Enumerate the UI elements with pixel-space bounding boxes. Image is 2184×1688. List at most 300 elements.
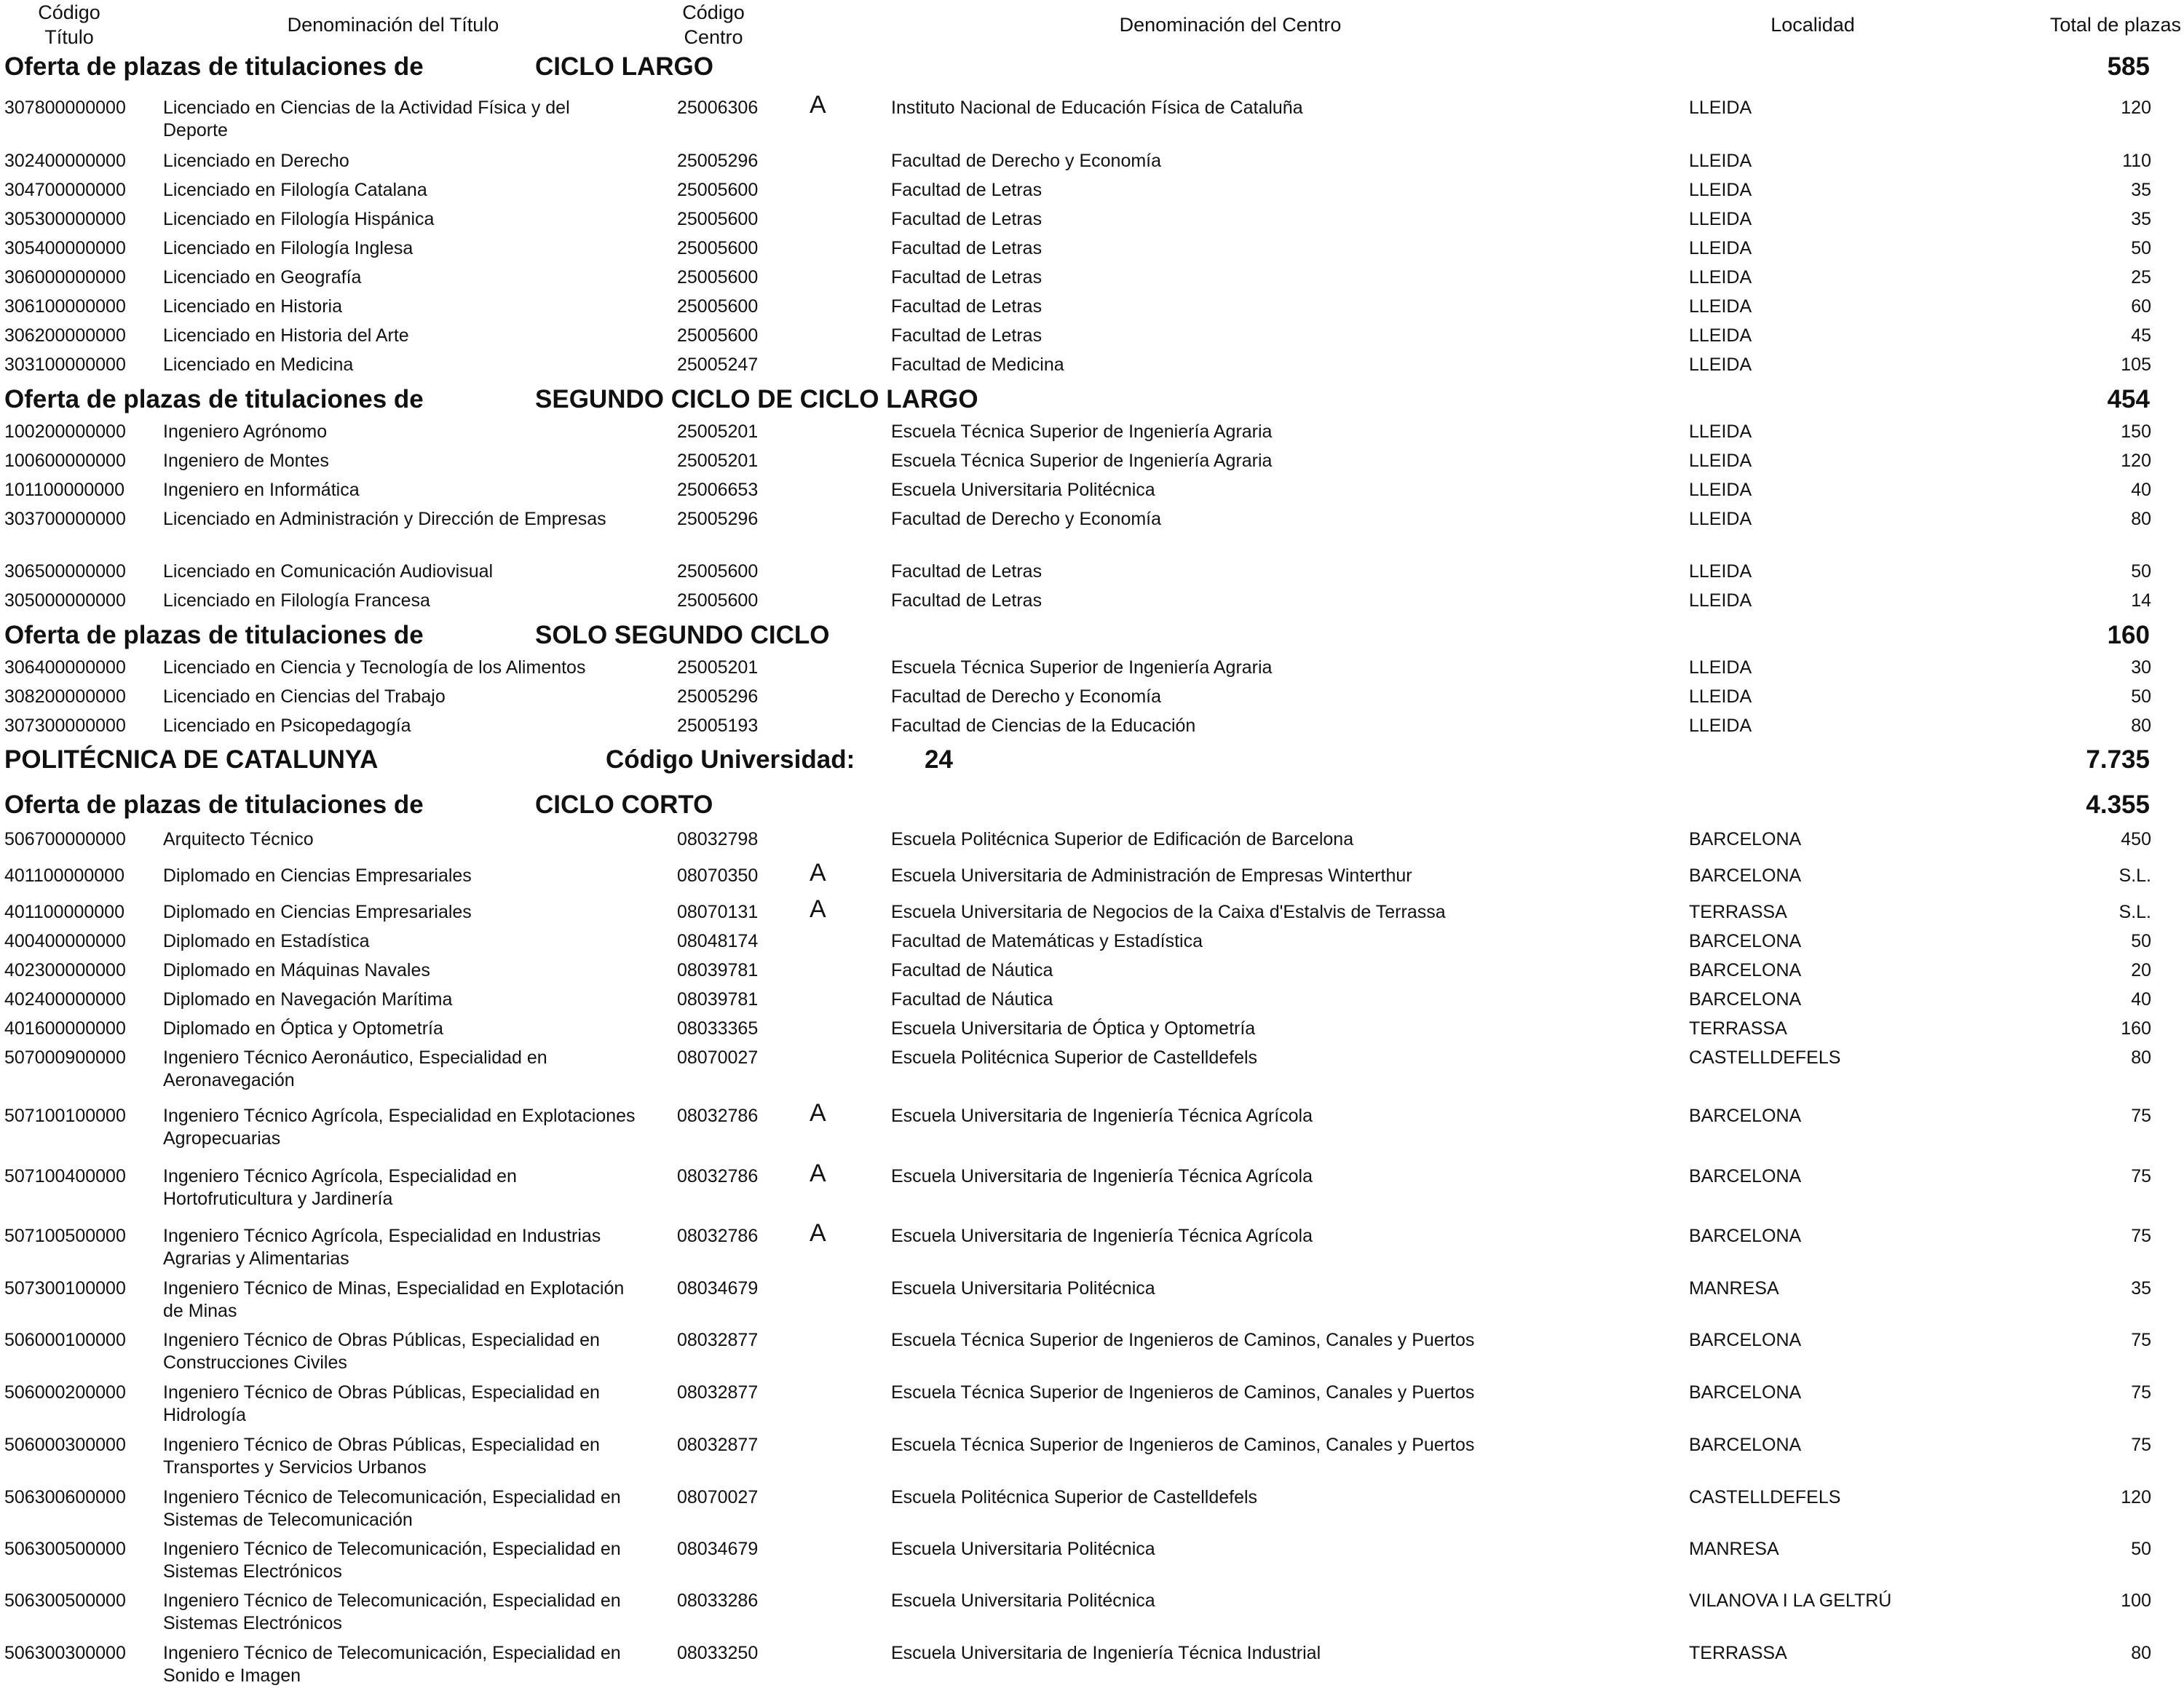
total-plazas: 120: [2121, 1487, 2151, 1507]
codigo-titulo: 303100000000: [4, 354, 126, 375]
codigo-centro: 08034679: [677, 1278, 759, 1299]
flag-marker: A: [810, 1219, 826, 1247]
denominacion-centro: Escuela Técnica Superior de Ingeniería Agraria: [891, 657, 1273, 678]
section-total: 160: [2107, 621, 2150, 649]
localidad: LLEIDA: [1689, 354, 1752, 375]
section-solo-segundo-ciclo: [0, 619, 2184, 656]
codigo-titulo: 507100500000: [4, 1226, 126, 1246]
total-plazas: S.L.: [2118, 865, 2151, 886]
codigo-titulo: 305000000000: [4, 590, 126, 611]
codigo-centro: 25005193: [677, 716, 759, 736]
codigo-titulo: 506000100000: [4, 1330, 126, 1350]
localidad: TERRASSA: [1689, 902, 1787, 922]
header-codigo-titulo-line2: Título: [44, 26, 94, 48]
denominacion-centro: Facultad de Medicina: [891, 354, 1064, 375]
total-plazas: 35: [2131, 209, 2151, 229]
table-row: [0, 657, 2184, 686]
codigo-titulo: 306200000000: [4, 325, 126, 346]
denominacion-titulo: Arquitecto Técnico: [163, 829, 314, 849]
table-row: [0, 479, 2184, 508]
denominacion-centro: Escuela Técnica Superior de Ingenieros de Caminos, Canales y Puertos: [891, 1435, 1475, 1455]
codigo-titulo: 401100000000: [4, 865, 124, 886]
codigo-titulo: 506300600000: [4, 1487, 126, 1507]
table-row: [0, 421, 2184, 450]
denominacion-centro: Escuela Universitaria de Administración de Empresas Winterthur: [891, 865, 1412, 886]
localidad: BARCELONA: [1689, 989, 1802, 1010]
codigo-centro: 25005201: [677, 657, 759, 678]
denominacion-centro: Escuela Universitaria de Ingeniería Técnica Agrícola: [891, 1106, 1313, 1126]
denominacion-centro: Escuela Universitaria Politécnica: [891, 480, 1155, 500]
section-type: SEGUNDO CICLO DE CICLO LARGO: [535, 385, 978, 413]
denominacion-titulo: Licenciado en Derecho: [163, 151, 349, 171]
denominacion-titulo: Licenciado en Administración y Dirección de Empresas: [163, 509, 606, 529]
localidad: LLEIDA: [1689, 325, 1752, 346]
denominacion-titulo: Ingeniero Técnico de Obras Públicas, Especialidad en Hidrología: [163, 1382, 600, 1425]
codigo-centro: 08034679: [677, 1539, 759, 1559]
table-row: [0, 179, 2184, 208]
denominacion-centro: Facultad de Letras: [891, 209, 1042, 229]
codigo-titulo: 401600000000: [4, 1018, 126, 1039]
flag-marker: A: [810, 859, 826, 887]
denominacion-titulo: Licenciado en Filología Catalana: [163, 180, 427, 200]
codigo-centro: 25005600: [677, 325, 759, 346]
flag-marker: A: [810, 895, 826, 923]
table-row: [0, 450, 2184, 479]
denominacion-titulo: Ingeniero de Montes: [163, 451, 329, 471]
total-plazas: 30: [2131, 657, 2151, 678]
total-plazas: 110: [2122, 151, 2151, 171]
codigo-titulo: 506000300000: [4, 1435, 126, 1455]
section-label: Oferta de plazas de titulaciones de: [4, 52, 424, 81]
table-row: [0, 508, 2184, 560]
denominacion-centro: Escuela Universitaria de Ingeniería Técnica Industrial: [891, 1643, 1321, 1663]
denominacion-centro: Escuela Técnica Superior de Ingeniería Agraria: [891, 451, 1273, 471]
total-plazas: 45: [2131, 325, 2151, 346]
denominacion-titulo: Licenciado en Geografía: [163, 267, 362, 288]
table-row: [0, 1382, 2184, 1434]
table-row: [0, 988, 2184, 1018]
table-row: [0, 91, 2184, 149]
total-plazas: 25: [2131, 267, 2151, 288]
denominacion-centro: Facultad de Derecho y Economía: [891, 151, 1162, 171]
table-row: [0, 1018, 2184, 1047]
table-row: [0, 1486, 2184, 1538]
codigo-centro: 25005296: [677, 509, 759, 529]
section-total: 4.355: [2086, 790, 2150, 819]
denominacion-centro: Facultad de Letras: [891, 561, 1042, 582]
denominacion-titulo: Licenciado en Medicina: [163, 354, 354, 375]
localidad: MANRESA: [1689, 1539, 1779, 1559]
codigo-titulo: 402300000000: [4, 960, 126, 980]
denominacion-titulo: Licenciado en Ciencias del Trabajo: [163, 686, 446, 707]
codigo-centro: 25005296: [677, 686, 759, 707]
denominacion-centro: Escuela Universitaria de Ingeniería Técnica Agrícola: [891, 1226, 1313, 1246]
denominacion-centro: Escuela Técnica Superior de Ingeniería Agraria: [891, 421, 1273, 442]
denominacion-titulo: Licenciado en Historia del Arte: [163, 325, 409, 346]
denominacion-centro: Facultad de Matemáticas y Estadística: [891, 931, 1203, 951]
section-ciclo-corto: [0, 789, 2184, 825]
denominacion-centro: Escuela Politécnica Superior de Edificación de Barcelona: [891, 829, 1354, 849]
denominacion-centro: Facultad de Letras: [891, 180, 1042, 200]
denominacion-centro: Escuela Universitaria Politécnica: [891, 1590, 1155, 1611]
denominacion-centro: Facultad de Letras: [891, 590, 1042, 611]
codigo-titulo: 302400000000: [4, 151, 126, 171]
section-total: 454: [2107, 385, 2150, 413]
codigo-titulo: 400400000000: [4, 931, 126, 951]
codigo-titulo: 507000900000: [4, 1047, 126, 1068]
total-plazas: 35: [2131, 180, 2151, 200]
total-plazas: 40: [2131, 989, 2151, 1010]
section-label: Oferta de plazas de titulaciones de: [4, 385, 424, 413]
codigo-titulo: 507100400000: [4, 1166, 126, 1186]
denominacion-centro: Escuela Técnica Superior de Ingenieros de Caminos, Canales y Puertos: [891, 1330, 1475, 1350]
localidad: LLEIDA: [1689, 657, 1752, 678]
total-plazas: 50: [2131, 238, 2151, 258]
university-name: POLITÉCNICA DE CATALUNYA: [4, 745, 379, 774]
denominacion-titulo: Licenciado en Psicopedagogía: [163, 716, 411, 736]
codigo-centro: 08070350: [677, 865, 759, 886]
total-plazas: 75: [2131, 1106, 2151, 1126]
localidad: BARCELONA: [1689, 960, 1802, 980]
total-plazas: 50: [2131, 931, 2151, 951]
denominacion-titulo: Ingeniero Técnico Agrícola, Especialidad en Explotaciones Agropecuarias: [163, 1106, 636, 1149]
section-label: Oferta de plazas de titulaciones de: [4, 621, 424, 649]
header-codigo-centro: [641, 0, 786, 55]
total-plazas: 80: [2131, 1047, 2151, 1068]
total-plazas: 75: [2131, 1435, 2151, 1455]
denominacion-centro: Facultad de Derecho y Economía: [891, 686, 1162, 707]
table-row: [0, 930, 2184, 959]
section-type: CICLO LARGO: [535, 52, 713, 81]
denominacion-centro: Facultad de Derecho y Economía: [891, 509, 1162, 529]
localidad: LLEIDA: [1689, 451, 1752, 471]
localidad: BARCELONA: [1689, 931, 1802, 951]
total-plazas: 60: [2131, 296, 2151, 317]
denominacion-titulo: Ingeniero Técnico Aeronáutico, Especialidad en Aeronavegación: [163, 1047, 547, 1090]
header-codigo-titulo-line1: Código: [38, 1, 100, 23]
denominacion-titulo: Ingeniero Técnico de Telecomunicación, Especialidad en Sistemas Electrónicos: [163, 1539, 621, 1582]
localidad: BARCELONA: [1689, 865, 1802, 886]
table-row: [0, 686, 2184, 715]
localidad: LLEIDA: [1689, 509, 1752, 529]
codigo-centro: 08048174: [677, 931, 759, 951]
header-total-plazas: [2024, 0, 2184, 55]
codigo-titulo: 308200000000: [4, 686, 126, 707]
table-row: [0, 828, 2184, 862]
denominacion-centro: Escuela Politécnica Superior de Castelldefels: [891, 1047, 1258, 1068]
university-code-label: Código Universidad:: [606, 745, 855, 774]
table-row: [0, 1047, 2184, 1102]
codigo-centro: 25005201: [677, 421, 759, 442]
total-plazas: 80: [2131, 509, 2151, 529]
localidad: LLEIDA: [1689, 421, 1752, 442]
total-plazas: 50: [2131, 686, 2151, 707]
table-row: [0, 1590, 2184, 1642]
header-localidad-text: Localidad: [1770, 14, 1855, 36]
codigo-titulo: 306000000000: [4, 267, 126, 288]
codigo-centro: 08032798: [677, 829, 759, 849]
total-plazas: 75: [2131, 1382, 2151, 1403]
codigo-titulo: 507100100000: [4, 1106, 126, 1126]
denominacion-centro: Facultad de Ciencias de la Educación: [891, 716, 1196, 736]
localidad: BARCELONA: [1689, 829, 1802, 849]
denominacion-titulo: Licenciado en Ciencia y Tecnología de los Alimentos: [163, 657, 586, 678]
codigo-titulo: 506300500000: [4, 1590, 126, 1611]
total-plazas: 120: [2121, 98, 2151, 118]
total-plazas: 40: [2131, 480, 2151, 500]
localidad: LLEIDA: [1689, 716, 1752, 736]
table-row: [0, 959, 2184, 988]
codigo-titulo: 507300100000: [4, 1278, 126, 1299]
total-plazas: 160: [2121, 1018, 2151, 1039]
denominacion-centro: Escuela Universitaria de Óptica y Optometría: [891, 1018, 1256, 1039]
denominacion-centro: Escuela Universitaria Politécnica: [891, 1278, 1155, 1299]
total-plazas: 50: [2131, 561, 2151, 582]
university-total: 7.735: [2086, 745, 2150, 774]
localidad: BARCELONA: [1689, 1330, 1802, 1350]
header-localidad: [1733, 0, 1893, 55]
codigo-titulo: 305400000000: [4, 238, 126, 258]
header-codigo-centro-line2: Centro: [684, 26, 743, 48]
total-plazas: 75: [2131, 1226, 2151, 1246]
table-row: [0, 1329, 2184, 1382]
denominacion-titulo: Licenciado en Historia: [163, 296, 342, 317]
table-row: [0, 354, 2184, 383]
denominacion-titulo: Ingeniero Técnico de Obras Públicas, Especialidad en Transportes y Servicios Urbanos: [163, 1435, 600, 1478]
denominacion-titulo: Licenciado en Ciencias de la Actividad Física y del Deporte: [163, 98, 570, 140]
section-type: CICLO CORTO: [535, 790, 713, 819]
denominacion-centro: Instituto Nacional de Educación Física de Cataluña: [891, 98, 1303, 118]
localidad: LLEIDA: [1689, 590, 1752, 611]
table-row: [0, 895, 2184, 930]
denominacion-titulo: Ingeniero en Informática: [163, 480, 360, 500]
flag-marker: A: [810, 1160, 826, 1187]
codigo-centro: 08032786: [677, 1226, 759, 1246]
codigo-titulo: 305300000000: [4, 209, 126, 229]
denominacion-titulo: Licenciado en Filología Francesa: [163, 590, 430, 611]
denominacion-titulo: Ingeniero Técnico Agrícola, Especialidad en Hortofruticultura y Jardinería: [163, 1166, 517, 1209]
codigo-centro: 25005600: [677, 180, 759, 200]
section-total: 585: [2107, 52, 2150, 81]
total-plazas: 150: [2121, 421, 2151, 442]
localidad: LLEIDA: [1689, 686, 1752, 707]
total-plazas: 80: [2131, 1643, 2151, 1663]
codigo-titulo: 100200000000: [4, 421, 126, 442]
total-plazas: 100: [2121, 1590, 2151, 1611]
localidad: LLEIDA: [1689, 267, 1752, 288]
localidad: BARCELONA: [1689, 1382, 1802, 1403]
codigo-centro: 08039781: [677, 960, 759, 980]
denominacion-titulo: Ingeniero Técnico de Minas, Especialidad en Explotación de Minas: [163, 1278, 625, 1321]
denominacion-titulo: Licenciado en Filología Hispánica: [163, 209, 435, 229]
table-row: [0, 1219, 2184, 1277]
table-row: [0, 1277, 2184, 1329]
denominacion-centro: Facultad de Náutica: [891, 960, 1053, 980]
codigo-titulo: 306400000000: [4, 657, 126, 678]
codigo-centro: 08033365: [677, 1018, 759, 1039]
denominacion-titulo: Ingeniero Agrónomo: [163, 421, 328, 442]
localidad: TERRASSA: [1689, 1643, 1787, 1663]
table-row: [0, 1099, 2184, 1163]
codigo-titulo: 307300000000: [4, 716, 126, 736]
total-plazas: 75: [2131, 1166, 2151, 1186]
denominacion-titulo: Ingeniero Técnico de Telecomunicación, Especialidad en Sistemas Electrónicos: [163, 1590, 621, 1633]
denominacion-titulo: Ingeniero Técnico de Telecomunicación, Especialidad en Sonido e Imagen: [163, 1643, 621, 1686]
codigo-titulo: 306100000000: [4, 296, 126, 317]
localidad: BARCELONA: [1689, 1435, 1802, 1455]
codigo-titulo: 304700000000: [4, 180, 126, 200]
codigo-centro: 25005247: [677, 354, 759, 375]
codigo-centro: 25005600: [677, 296, 759, 317]
table-row: [0, 1434, 2184, 1486]
localidad: BARCELONA: [1689, 1226, 1802, 1246]
table-row: [0, 715, 2184, 744]
table-row: [0, 560, 2184, 590]
denominacion-centro: Escuela Universitaria Politécnica: [891, 1539, 1155, 1559]
denominacion-titulo: Diplomado en Máquinas Navales: [163, 960, 430, 980]
denominacion-centro: Facultad de Letras: [891, 238, 1042, 258]
denominacion-centro: Escuela Universitaria de Ingeniería Técnica Agrícola: [891, 1166, 1313, 1186]
university-header: [0, 744, 2184, 780]
header-denominacion-centro: [1056, 0, 1405, 55]
localidad: CASTELLDEFELS: [1689, 1487, 1841, 1507]
codigo-titulo: 100600000000: [4, 451, 126, 471]
codigo-centro: 25005296: [677, 151, 759, 171]
codigo-centro: 08039781: [677, 989, 759, 1010]
header-total-plazas-text: Total de plazas: [2049, 14, 2181, 36]
table-row: [0, 1538, 2184, 1590]
codigo-centro: 08070131: [677, 902, 759, 922]
flag-marker: A: [810, 91, 826, 119]
denominacion-centro: Facultad de Náutica: [891, 989, 1053, 1010]
table-row: [0, 296, 2184, 325]
codigo-titulo: 307800000000: [4, 98, 126, 118]
denominacion-titulo: Diplomado en Óptica y Optometría: [163, 1018, 443, 1039]
codigo-titulo: 506700000000: [4, 829, 126, 849]
localidad: MANRESA: [1689, 1278, 1779, 1299]
section-segundo-ciclo: [0, 384, 2184, 420]
codigo-centro: 08070027: [677, 1047, 759, 1068]
codigo-centro: 08070027: [677, 1487, 759, 1507]
total-plazas: 80: [2131, 716, 2151, 736]
codigo-centro: 25005600: [677, 590, 759, 611]
section-ciclo-largo: [0, 51, 2184, 87]
codigo-titulo: 402400000000: [4, 989, 126, 1010]
header-codigo-centro-line1: Código: [682, 1, 745, 23]
denominacion-centro: Facultad de Letras: [891, 267, 1042, 288]
localidad: LLEIDA: [1689, 98, 1752, 118]
total-plazas: 35: [2131, 1278, 2151, 1299]
header-denominacion-titulo-text: Denominación del Título: [287, 14, 499, 36]
total-plazas: 120: [2121, 451, 2151, 471]
table-row: [0, 208, 2184, 237]
denominacion-titulo: Diplomado en Estadística: [163, 931, 370, 951]
localidad: VILANOVA I LA GELTRÚ: [1689, 1590, 1892, 1611]
localidad: BARCELONA: [1689, 1106, 1802, 1126]
denominacion-titulo: Diplomado en Ciencias Empresariales: [163, 902, 472, 922]
codigo-centro: 25005600: [677, 209, 759, 229]
localidad: LLEIDA: [1689, 238, 1752, 258]
codigo-titulo: 506000200000: [4, 1382, 126, 1403]
flag-marker: A: [810, 1099, 826, 1127]
localidad: LLEIDA: [1689, 180, 1752, 200]
header-codigo-titulo: [0, 0, 142, 55]
localidad: LLEIDA: [1689, 296, 1752, 317]
codigo-titulo: 303700000000: [4, 509, 126, 529]
codigo-centro: 08032877: [677, 1435, 759, 1455]
denominacion-centro: Escuela Universitaria de Negocios de la Caixa d'Estalvis de Terrassa: [891, 902, 1446, 922]
denominacion-centro: Facultad de Letras: [891, 296, 1042, 317]
table-row: [0, 266, 2184, 296]
codigo-centro: 08032877: [677, 1330, 759, 1350]
localidad: LLEIDA: [1689, 209, 1752, 229]
codigo-centro: 08032786: [677, 1166, 759, 1186]
header-denominacion-titulo: [240, 0, 546, 55]
codigo-centro: 25005600: [677, 561, 759, 582]
codigo-centro: 08033286: [677, 1590, 759, 1611]
total-plazas: S.L.: [2118, 902, 2151, 922]
codigo-centro: 08032877: [677, 1382, 759, 1403]
table-row: [0, 1160, 2184, 1224]
localidad: LLEIDA: [1689, 480, 1752, 500]
localidad: BARCELONA: [1689, 1166, 1802, 1186]
total-plazas: 14: [2131, 590, 2151, 611]
total-plazas: 20: [2131, 960, 2151, 980]
codigo-centro: 25005600: [677, 267, 759, 288]
table-row: [0, 150, 2184, 179]
localidad: CASTELLDEFELS: [1689, 1047, 1841, 1068]
denominacion-titulo: Licenciado en Comunicación Audiovisual: [163, 561, 494, 582]
codigo-titulo: 306500000000: [4, 561, 126, 582]
total-plazas: 75: [2131, 1330, 2151, 1350]
total-plazas: 50: [2131, 1539, 2151, 1559]
localidad: LLEIDA: [1689, 561, 1752, 582]
denominacion-centro: Escuela Técnica Superior de Ingenieros de Caminos, Canales y Puertos: [891, 1382, 1475, 1403]
denominacion-titulo: Ingeniero Técnico de Telecomunicación, Especialidad en Sistemas de Telecomunicación: [163, 1487, 621, 1530]
codigo-centro: 25005201: [677, 451, 759, 471]
denominacion-titulo: Diplomado en Ciencias Empresariales: [163, 865, 472, 886]
table-row: [0, 590, 2184, 619]
codigo-centro: 25006653: [677, 480, 759, 500]
table-row: [0, 237, 2184, 266]
section-label: Oferta de plazas de titulaciones de: [4, 790, 424, 819]
codigo-centro: 25006306: [677, 98, 759, 118]
table-row: [0, 859, 2184, 898]
denominacion-titulo: Ingeniero Técnico de Obras Públicas, Especialidad en Construcciones Civiles: [163, 1330, 600, 1373]
denominacion-titulo: Ingeniero Técnico Agrícola, Especialidad en Industrias Agrarias y Alimentarias: [163, 1226, 601, 1269]
section-type: SOLO SEGUNDO CICLO: [535, 621, 830, 649]
codigo-centro: 25005600: [677, 238, 759, 258]
localidad: TERRASSA: [1689, 1018, 1787, 1039]
total-plazas: 105: [2121, 354, 2151, 375]
codigo-titulo: 506300500000: [4, 1539, 126, 1559]
denominacion-titulo: Diplomado en Navegación Marítima: [163, 989, 453, 1010]
denominacion-titulo: Licenciado en Filología Inglesa: [163, 238, 414, 258]
codigo-centro: 08033250: [677, 1643, 759, 1663]
codigo-titulo: 506300300000: [4, 1643, 126, 1663]
total-plazas: 450: [2121, 829, 2151, 849]
table-row: [0, 325, 2184, 354]
codigo-titulo: 101100000000: [4, 480, 124, 500]
denominacion-centro: Escuela Politécnica Superior de Castelldefels: [891, 1487, 1258, 1507]
denominacion-centro: Facultad de Letras: [891, 325, 1042, 346]
localidad: LLEIDA: [1689, 151, 1752, 171]
header-denominacion-centro-text: Denominación del Centro: [1119, 14, 1342, 36]
table-row: [0, 1642, 2184, 1688]
codigo-centro: 08032786: [677, 1106, 759, 1126]
university-code: 24: [925, 745, 953, 774]
codigo-titulo: 401100000000: [4, 902, 124, 922]
